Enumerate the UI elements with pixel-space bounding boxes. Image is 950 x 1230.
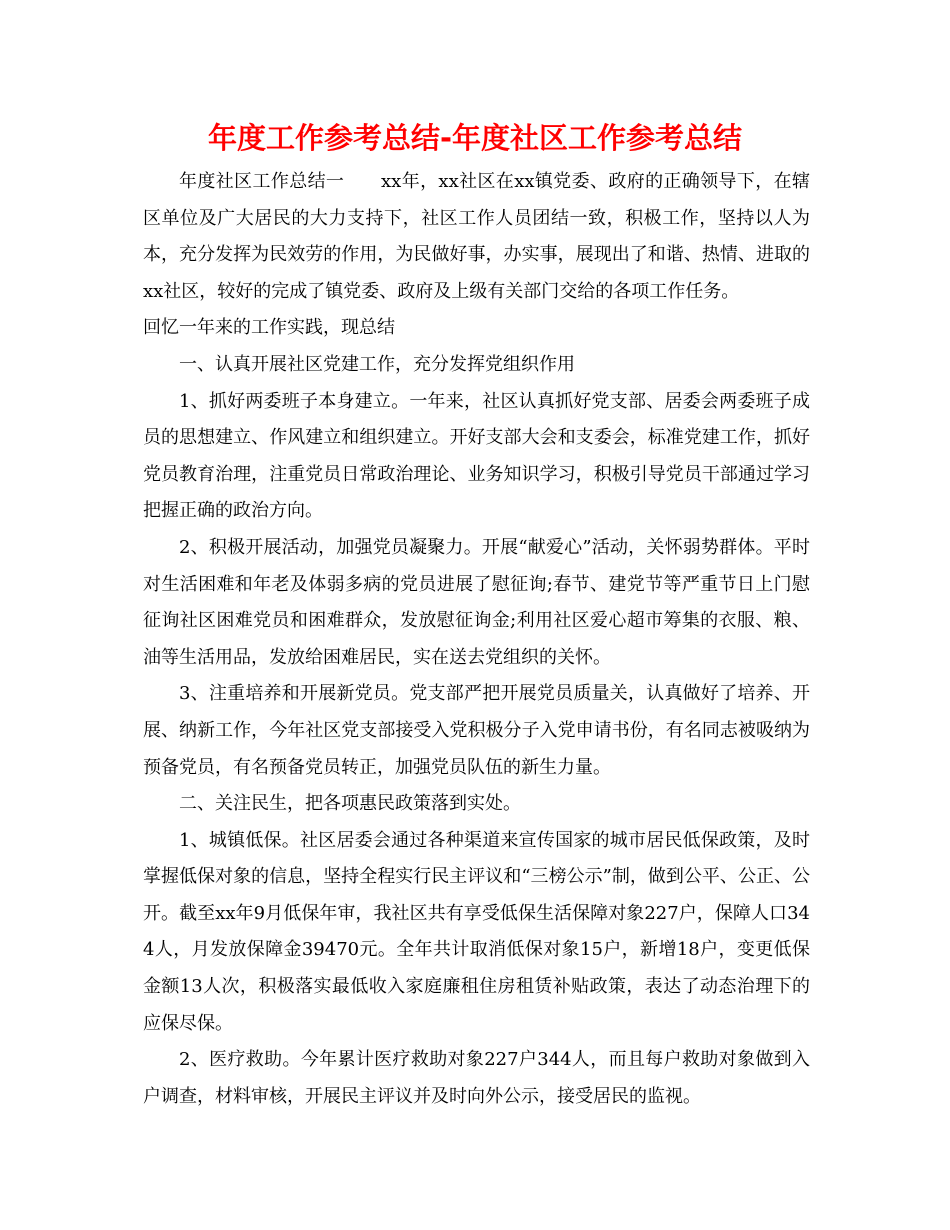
paragraph-party-committee: 1、抓好两委班子本身建立。一年来，社区认真抓好党支部、居委会两委班子成员的思想建立、作风建立和组织建立。开好支部大会和支委会，标准党建工作，抓好党员教育治理，注重党员日常政治理论、业务知识学习，积极引导党员干部通过学习把握正确的政治方向。 <box>143 390 810 522</box>
paragraph-review: 回忆一年来的工作实践，现总结 <box>143 317 395 339</box>
paragraph-minimum-living: 1、城镇低保。社区居委会通过各种渠道来宣传国家的城市居民低保政策，及时掌握低保对象的信息，坚持全程实行民主评议和“三榜公示”制，做到公平、公正、公开。截至xx年9月低保年审，我社区共有享受低保生活保障对象227户，保障人口344人，月发放保障金39470元。全年共计取消低保对象15户，新增18户，变更低保金额13人次，积极落实最低收入家庭廉租住房租赁补贴政策，表达了动态治理下的应保尽保。 <box>143 829 810 1034</box>
section-heading-party-building: 一、认真开展社区党建工作，充分发挥党组织作用 <box>179 353 575 375</box>
paragraph-party-activities: 2、积极开展活动，加强党员凝聚力。开展“献爱心”活动，关怀弱势群体。平时对生活困难和年老及体弱多病的党员进展了慰征询;春节、建党节等严重节日上门慰征询社区困难党员和困难群众，发放慰征询金;利用社区爱心超市筹集的衣服、粮、油等生活用品，发放给困难居民，实在送去党组织的关怀。 <box>143 536 810 668</box>
section-heading-livelihood: 二、关注民生，把各项惠民政策落到实处。 <box>179 793 521 815</box>
paragraph-new-members: 3、注重培养和开展新党员。党支部严把开展党员质量关，认真做好了培养、开展、纳新工作，今年社区党支部接受入党积极分子入党申请书份，有名同志被吸纳为预备党员，有名预备党员转正，加强党员队伍的新生力量。 <box>143 683 810 778</box>
paragraph-intro: 年度社区工作总结一 xx年，xx社区在xx镇党委、政府的正确领导下，在辖区单位及广大居民的大力支持下，社区工作人员团结一致，积极工作，坚持以人为本，充分发挥为民效劳的作用，为民做好事，办实事，展现出了和谐、热情、进取的xx社区，较好的完成了镇党委、政府及上级有关部门交给的各项工作任务。 <box>143 171 810 302</box>
document-body <box>143 164 810 1115</box>
paragraph-medical-aid: 2、医疗救助。今年累计医疗救助对象227户344人，而且每户救助对象做到入户调查，材料审核，开展民主评议并及时向外公示，接受居民的监视。 <box>143 1049 810 1107</box>
document-title: 年度工作参考总结-年度社区工作参考总结 <box>207 121 743 155</box>
